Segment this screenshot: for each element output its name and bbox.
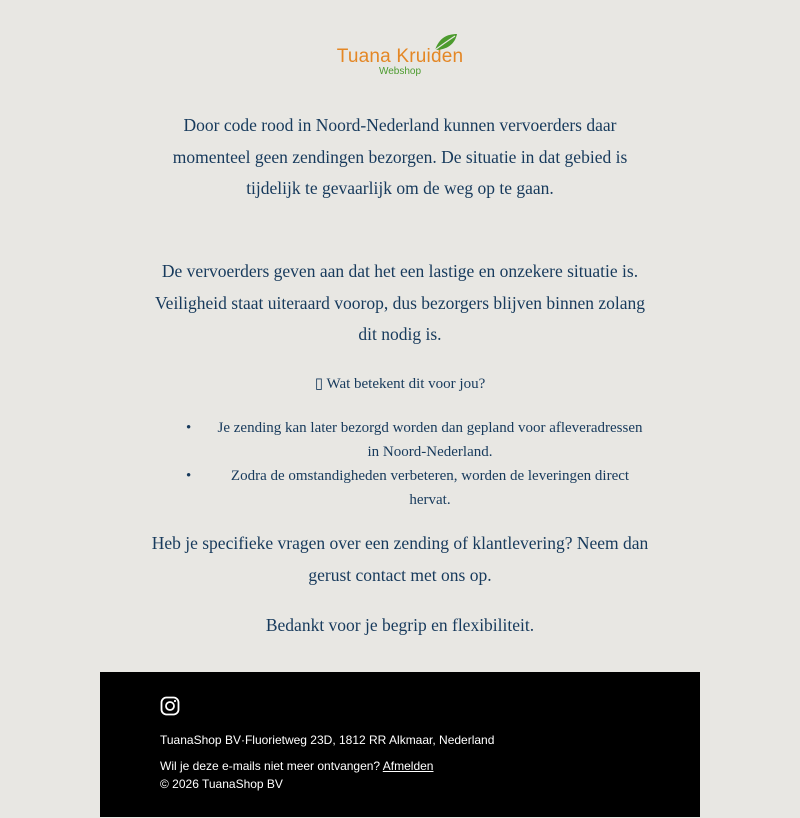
paragraph-code-red: Door code rood in Noord-Nederland kunnen vervoerders daar momenteel geen zendingen bezorgen. De situatie in dat gebied is tijdelijk te gevaarlijk om de weg op te gaan. — [172, 115, 628, 198]
unsubscribe-text: Wil je deze e-mails niet meer ontvangen? — [160, 759, 381, 773]
list-item-text: Zodra de omstandigheden verbeteren, worden de leveringen direct hervat. — [230, 468, 630, 508]
copyright: © 2026 TuanaShop BV — [160, 777, 283, 791]
impact-list — [186, 416, 650, 512]
company-address: TuanaShop BV·Fluorietweg 23D, 1812 RR Alkmaar, Nederland — [160, 733, 495, 747]
brand-sub: Webshop — [378, 66, 422, 77]
question-heading: ▯ Wat betekent dit voor jou? — [314, 376, 486, 392]
instagram-icon[interactable] — [160, 696, 180, 716]
list-item — [186, 464, 650, 512]
paragraph-safety: De vervoerders geven aan dat het een lastige en onzekere situatie is. Veiligheid staat uiteraard voorop, dus bezorgers blijven binnen zolang dit nodig is. — [154, 261, 646, 344]
list-item — [186, 416, 650, 464]
paragraph-contact: Heb je specifieke vragen over een zending of klantlevering? Neem dan gerust contact met ons op. — [151, 533, 649, 585]
leaf-icon — [433, 32, 459, 52]
bullet-icon: • — [186, 420, 192, 436]
bullet-icon: • — [186, 468, 192, 484]
brand-row — [337, 30, 464, 77]
paragraph-thanks: Bedankt voor je begrip en flexibiliteit. — [265, 615, 535, 635]
list-item-text: Je zending kan later bezorgd worden dan gepland voor afleveradressen in Noord-Nederland. — [217, 420, 643, 460]
brand-name: Tuana Kruiden — [336, 46, 464, 67]
unsubscribe-link[interactable]: Afmelden — [382, 759, 434, 773]
footer — [100, 672, 700, 817]
brand-logo[interactable] — [0, 30, 800, 86]
unsubscribe-line — [160, 759, 433, 773]
